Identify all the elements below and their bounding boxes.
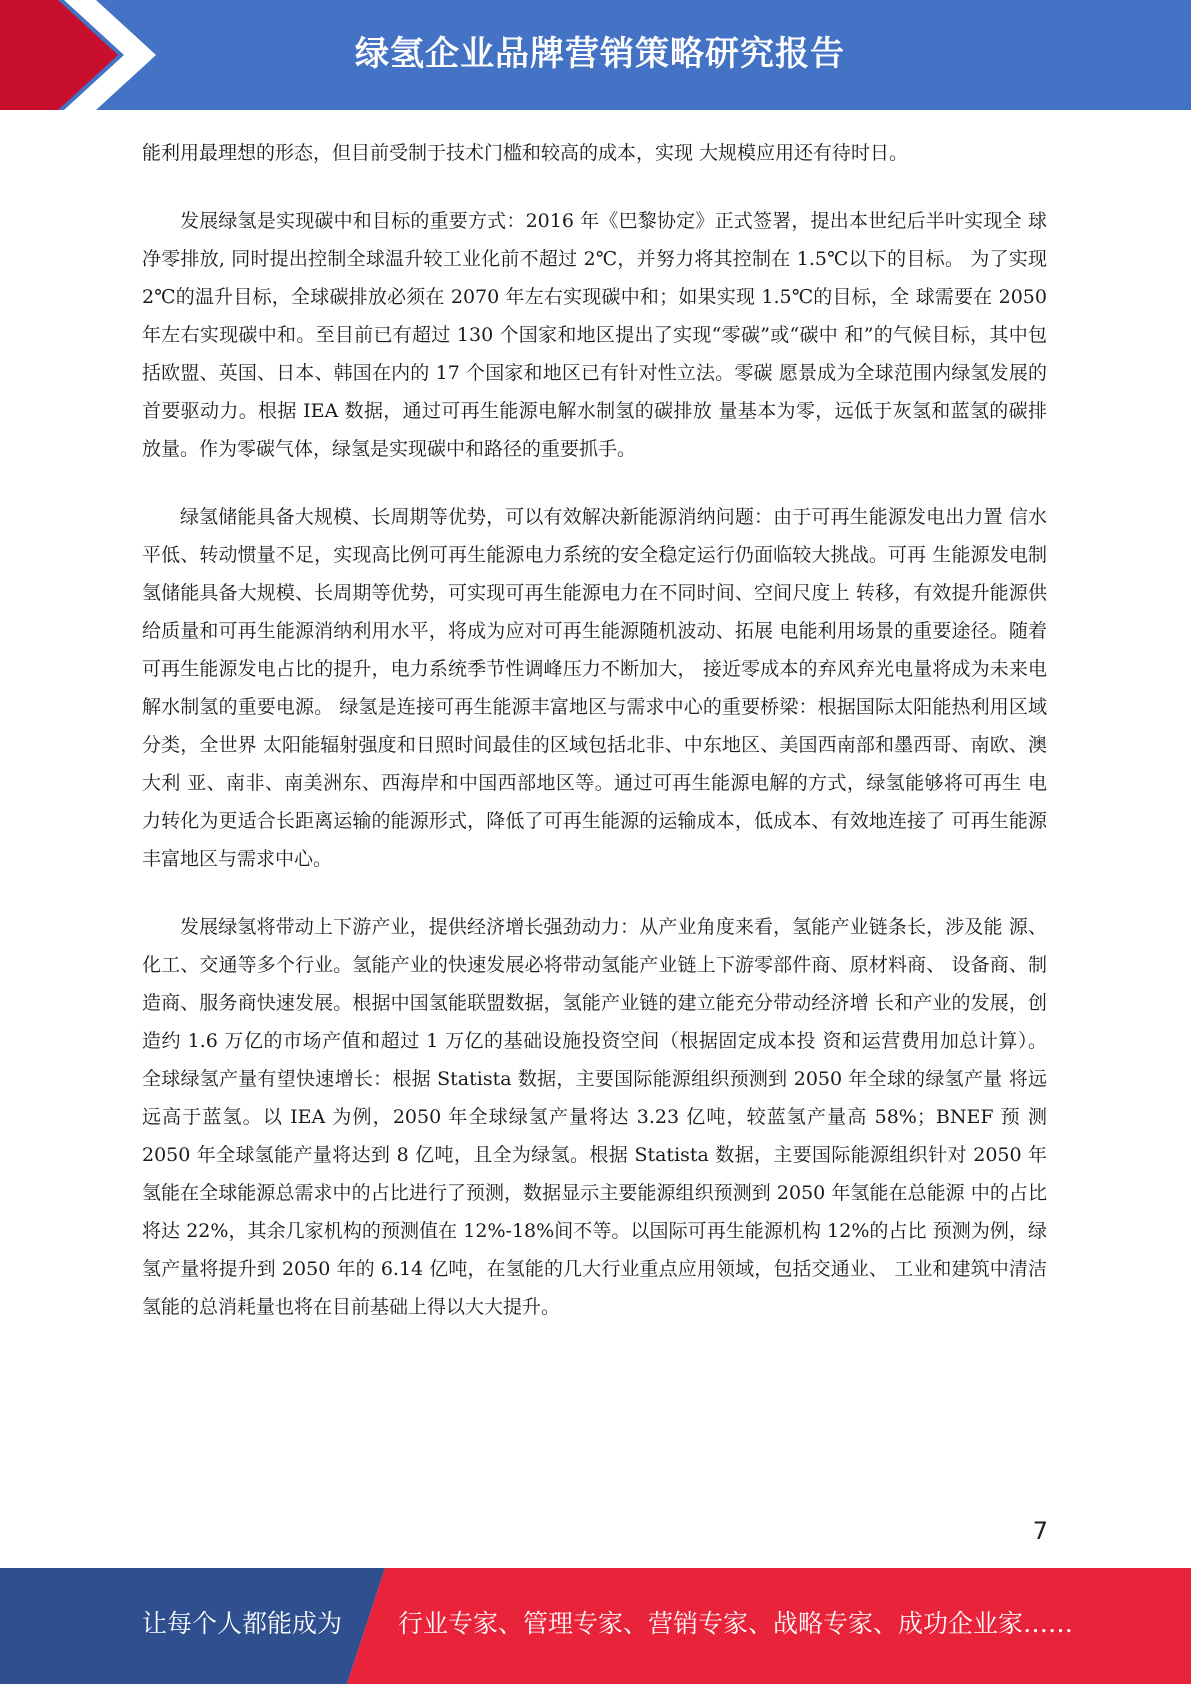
paragraph-continuation: 能利用最理想的形态，但目前受制于技术门槛和较高的成本，实现 大规模应用还有待时日。 bbox=[142, 142, 909, 164]
page-header bbox=[0, 0, 1191, 110]
paragraph-energy-storage: 绿氢储能具备大规模、长周期等优势，可以有效解决新能源消纳问题：由于可再生能源发电出力置 信水平低、转动惯量不足，实现高比例可再生能源电力系统的安全稳定运行仍面临较大挑战。可再 生能源发电制氢储能具备大规模、长周期等优势，可实现可再生能源电力在不同时间、空间尺度上 转移，有效提升能源供给质量和可再生能源消纳利用水平，将成为应对可再生能源随机波动、拓展 电能利用场景的重要途径。随着可再生能源发电占比的提升，电力系统季节性调峰压力不断加大， 接近零成本的弃风弃光电量将成为未来电解水制氢的重要电源。 绿氢是连接可再生能源丰富地区与需求中心的重要桥梁：根据国际太阳能热利用区域分类，全世界 太阳能辐射强度和日照时间最佳的区域包括北非、中东地区、美国西南部和墨西哥、南欧、澳大利 亚、南非、南美洲东、西海岸和中国西部地区等。通过可再生能源电解的方式，绿氢能够将可再生 电力转化为更适合长距离运输的能源形式，降低了可再生能源的运输成本，低成本、有效地连接了 可再生能源丰富地区与需求中心。 bbox=[142, 506, 1047, 870]
paragraph-industry-growth: 发展绿氢将带动上下游产业，提供经济增长强劲动力：从产业角度来看，氢能产业链条长，涉及能 源、化工、交通等多个行业。氢能产业的快速发展必将带动氢能产业链上下游零部件商、原材料商、 设备商、制造商、服务商快速发展。根据中国氢能联盟数据，氢能产业链的建立能充分带动经济增 长和产业的发展，创造约 1.6 万亿的市场产值和超过 1 万亿的基础设施投资空间（根据固定成本投 资和运营费用加总计算）。 全球绿氢产量有望快速增长：根据 Statista 数据，主要国际能源组织预测到 2050 年全球的绿氢产量 将远远高于蓝氢。以 IEA 为例，2050 年全球绿氢产量将达 3.23 亿吨，较蓝氢产量高 58%；BNEF 预 测 2050 年全球氢能产量将达到 8 亿吨，且全为绿氢。根据 Statista 数据，主要国际能源组织针对 2050 年氢能在全球能源总需求中的占比进行了预测，数据显示主要能源组织预测到 2050 年氢能在总能源 中的占比将达 22%，其余几家机构的预测值在 12%-18%间不等。以国际可再生能源机构 12%的占比 预测为例，绿氢产量将提升到 2050 年的 6.14 亿吨，在氢能的几大行业重点应用领域，包括交通业、 工业和建筑中清洁氢能的总消耗量也将在目前基础上得以大大提升。 bbox=[142, 916, 1047, 1318]
page-number: 7 bbox=[1032, 1517, 1048, 1545]
footer-slogan-left: 让每个人都能成为 bbox=[142, 1609, 343, 1638]
body-text bbox=[142, 134, 1047, 1356]
header-title: 绿氢企业品牌营销策略研究报告 bbox=[355, 34, 845, 74]
paragraph-carbon-neutrality: 发展绿氢是实现碳中和目标的重要方式：2016 年《巴黎协定》正式签署，提出本世纪后半叶实现全 球净零排放, 同时提出控制全球温升较工业化前不超过 2℃，并努力将其控制在 1.5℃以下的目标。 为了实现 2℃的温升目标，全球碳排放必须在 2070 年左右实现碳中和；如果实现 1.5℃的目标，全 球需要在 2050 年左右实现碳中和。至目前已有超过 130 个国家和地区提出了实现“零碳”或“碳中 和”的气候目标，其中包括欧盟、英国、日本、韩国在内的 17 个国家和地区已有针对性立法。零碳 愿景成为全球范围内绿氢发展的首要驱动力。根据 IEA 数据，通过可再生能源电解水制氢的碳排放 量基本为零，远低于灰氢和蓝氢的碳排放量。作为零碳气体，绿氢是实现碳中和路径的重要抓手。 bbox=[142, 210, 1047, 460]
footer-slogan-right: 行业专家、管理专家、营销专家、战略专家、成功企业家…… bbox=[398, 1609, 1074, 1638]
page-footer bbox=[0, 1568, 1191, 1684]
